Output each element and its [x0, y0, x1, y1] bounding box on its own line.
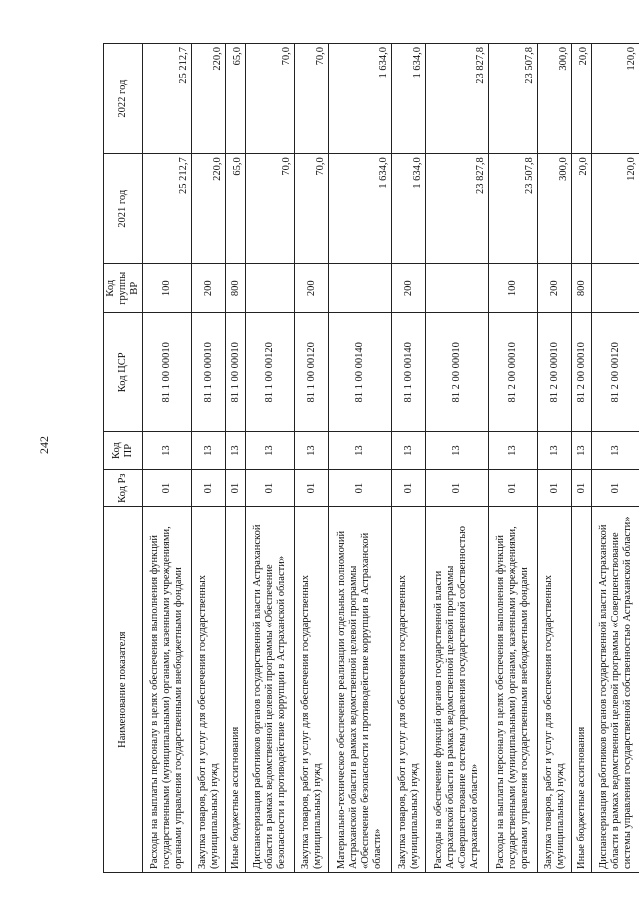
row-2022: 220,0 — [192, 44, 226, 154]
row-pr: 13 — [426, 432, 489, 469]
table-row — [143, 44, 192, 873]
row-2021: 70,0 — [246, 154, 295, 264]
row-2021: 300,0 — [538, 154, 572, 264]
row-rz: 01 — [226, 469, 246, 506]
row-name: Расходы на обеспечение функций органов государственной власти Астраханской области в рамках ведомственной целевой программы «Совершенствование системы управления государственной собственностью Астраханской области» — [426, 507, 489, 873]
row-csr: 81 2 00 00010 — [426, 313, 489, 432]
row-csr: 81 1 00 00140 — [329, 313, 392, 432]
row-2021: 20,0 — [572, 154, 592, 264]
table-row — [246, 44, 295, 873]
table-row — [538, 44, 572, 873]
row-vr: 200 — [392, 264, 426, 313]
row-2022: 70,0 — [295, 44, 329, 154]
row-csr: 81 1 00 00120 — [246, 313, 295, 432]
row-2021: 120,0 — [592, 154, 639, 264]
row-2021: 1 634,0 — [329, 154, 392, 264]
row-vr: 200 — [192, 264, 226, 313]
row-2022: 70,0 — [246, 44, 295, 154]
row-pr: 13 — [489, 432, 538, 469]
row-pr: 13 — [392, 432, 426, 469]
row-rz: 01 — [592, 469, 639, 506]
row-vr: 100 — [143, 264, 192, 313]
table-row — [392, 44, 426, 873]
row-csr: 81 2 00 00010 — [538, 313, 572, 432]
row-rz: 01 — [489, 469, 538, 506]
header-2021: 2021 год — [104, 154, 143, 264]
budget-table-container — [103, 43, 637, 873]
row-vr: 800 — [572, 264, 592, 313]
row-pr: 13 — [143, 432, 192, 469]
row-pr: 13 — [226, 432, 246, 469]
header-vr: Код группы ВР — [104, 264, 143, 313]
row-rz: 01 — [143, 469, 192, 506]
row-vr — [246, 264, 295, 313]
row-csr: 81 2 00 00010 — [572, 313, 592, 432]
row-csr: 81 1 00 00140 — [392, 313, 426, 432]
header-pr: Код ПР — [104, 432, 143, 469]
row-rz: 01 — [572, 469, 592, 506]
table-row — [592, 44, 639, 873]
row-2022: 1 634,0 — [329, 44, 392, 154]
row-rz: 01 — [538, 469, 572, 506]
row-name: Иные бюджетные ассигнования — [572, 507, 592, 873]
row-rz: 01 — [426, 469, 489, 506]
row-pr: 13 — [295, 432, 329, 469]
row-2022: 300,0 — [538, 44, 572, 154]
row-2021: 23 827,8 — [426, 154, 489, 264]
row-name: Иные бюджетные ассигнования — [226, 507, 246, 873]
row-2022: 120,0 — [592, 44, 639, 154]
row-name: Закупка товаров, работ и услуг для обеспечения государственных (муниципальных) нужд — [392, 507, 426, 873]
row-vr — [592, 264, 639, 313]
row-vr: 200 — [295, 264, 329, 313]
table-row — [329, 44, 392, 873]
row-rz: 01 — [192, 469, 226, 506]
table-row — [192, 44, 226, 873]
table-row — [572, 44, 592, 873]
row-2022: 23 827,8 — [426, 44, 489, 154]
row-vr — [426, 264, 489, 313]
row-2021: 70,0 — [295, 154, 329, 264]
row-pr: 13 — [592, 432, 639, 469]
row-2021: 1 634,0 — [392, 154, 426, 264]
row-name: Диспансеризация работников органов государственной власти Астраханской области в рамках ведомственной целевой программы «Совершенствование системы управления государственной собственностью Астраханской области» — [592, 507, 639, 873]
table-row — [226, 44, 246, 873]
table-row — [426, 44, 489, 873]
row-vr: 200 — [538, 264, 572, 313]
row-2022: 1 634,0 — [392, 44, 426, 154]
row-csr: 81 1 00 00010 — [192, 313, 226, 432]
row-2022: 23 507,8 — [489, 44, 538, 154]
header-rz: Код Рз — [104, 469, 143, 506]
row-vr — [329, 264, 392, 313]
row-name: Диспансеризация работников органов государственной власти Астраханской области в рамках ведомственной целевой программы «Обеспечение безопасности и противодействие коррупции в Астраханской области» — [246, 507, 295, 873]
row-2021: 65,0 — [226, 154, 246, 264]
row-rz: 01 — [329, 469, 392, 506]
row-vr: 800 — [226, 264, 246, 313]
row-2021: 25 212,7 — [143, 154, 192, 264]
row-csr: 81 2 00 00120 — [592, 313, 639, 432]
header-csr: Код ЦСР — [104, 313, 143, 432]
row-rz: 01 — [392, 469, 426, 506]
row-csr: 81 1 00 00120 — [295, 313, 329, 432]
table-row — [295, 44, 329, 873]
row-csr: 81 2 00 00010 — [489, 313, 538, 432]
table-header-row — [104, 44, 143, 873]
row-name: Закупка товаров, работ и услуг для обеспечения государственных (муниципальных) нужд — [295, 507, 329, 873]
row-pr: 13 — [246, 432, 295, 469]
row-name: Расходы на выплаты персоналу в целях обеспечения выполнения функций государственными (муниципальными) органами, казенными учреждениями, органами управления государственными внебюджетными фондами — [489, 507, 538, 873]
table-row — [489, 44, 538, 873]
header-2022: 2022 год — [104, 44, 143, 154]
row-2022: 65,0 — [226, 44, 246, 154]
row-pr: 13 — [192, 432, 226, 469]
row-name: Закупка товаров, работ и услуг для обеспечения государственных (муниципальных) нужд — [192, 507, 226, 873]
row-pr: 13 — [538, 432, 572, 469]
budget-table — [103, 43, 639, 873]
row-pr: 13 — [572, 432, 592, 469]
row-rz: 01 — [295, 469, 329, 506]
row-2021: 220,0 — [192, 154, 226, 264]
row-csr: 81 1 00 00010 — [226, 313, 246, 432]
row-rz: 01 — [246, 469, 295, 506]
row-2021: 23 507,8 — [489, 154, 538, 264]
row-2022: 20,0 — [572, 44, 592, 154]
row-2022: 25 212,7 — [143, 44, 192, 154]
row-csr: 81 1 00 00010 — [143, 313, 192, 432]
row-pr: 13 — [329, 432, 392, 469]
header-name: Наименование показателя — [104, 507, 143, 873]
row-vr: 100 — [489, 264, 538, 313]
row-name: Закупка товаров, работ и услуг для обеспечения государственных (муниципальных) нужд — [538, 507, 572, 873]
row-name: Материально-техническое обеспечение реализации отдельных полномочий Астраханской области в рамках ведомственной целевой программы «Обеспечение безопасности и противодействие коррупции в Астраханской области» — [329, 507, 392, 873]
page-number: 242 — [37, 436, 51, 454]
row-name: Расходы на выплаты персоналу в целях обеспечения выполнения функций государственными (муниципальными) органами, казенными учреждениями, органами управления государственными внебюджетными фондами — [143, 507, 192, 873]
